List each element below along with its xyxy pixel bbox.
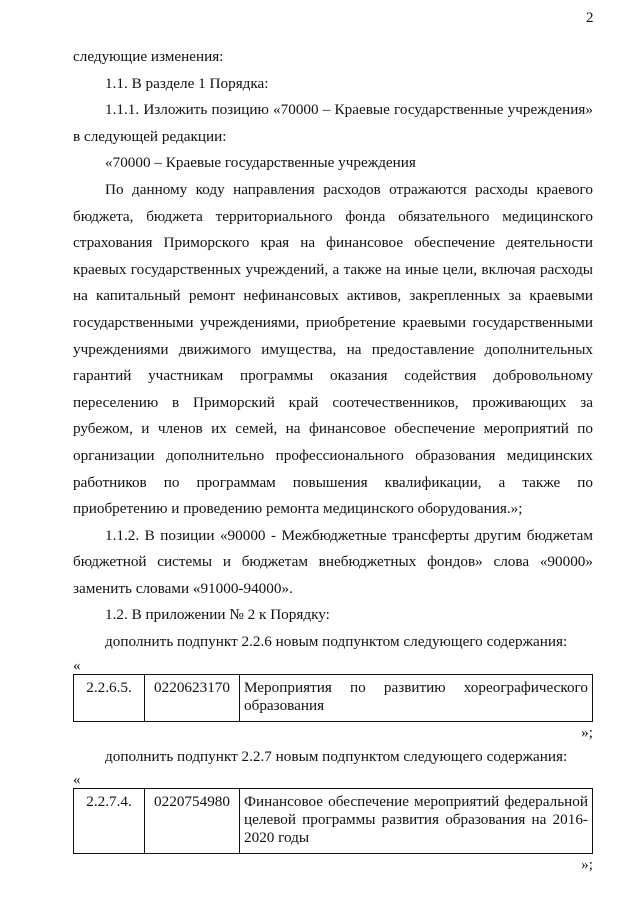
document-body bbox=[73, 44, 593, 876]
table-cell-code: 0220754980 bbox=[145, 789, 240, 854]
quote-close-1: »; bbox=[581, 723, 593, 741]
code-table-2-2-7 bbox=[73, 788, 593, 854]
paragraph-section-1-1: 1.1. В разделе 1 Порядка: bbox=[105, 74, 269, 92]
paragraph-intro: следующие изменения: bbox=[73, 48, 224, 65]
paragraph-add-2-2-7: дополнить подпункт 2.2.7 новым подпунктом следующего содержания: bbox=[105, 747, 568, 765]
paragraph-code-70000-heading: «70000 – Краевые государственные учреждения bbox=[105, 154, 416, 172]
table-cell-number: 2.2.7.4. bbox=[74, 789, 145, 854]
table-cell-code: 0220623170 bbox=[145, 674, 240, 721]
quote-close-2: »; bbox=[581, 856, 593, 874]
paragraph-add-2-2-6: дополнить подпункт 2.2.6 новым подпунктом следующего содержания: bbox=[105, 633, 568, 651]
paragraph-section-1-1-2: 1.1.2. В позиции «90000 - Межбюджетные трансферты другим бюджетам бюджетной системы и бюджетам внебюджетных фондов» слова «90000» заменить словами «91000-94000». bbox=[73, 526, 593, 597]
page-number: 2 bbox=[586, 10, 594, 26]
table-cell-name: Финансовое обеспечение мероприятий федеральной целевой программы развития образования на 2016-2020 годы bbox=[240, 789, 593, 854]
paragraph-section-1-2: 1.2. В приложении № 2 к Порядку: bbox=[105, 606, 330, 624]
table-row bbox=[74, 789, 593, 854]
quote-open-2: « bbox=[73, 771, 81, 789]
code-table-2-2-6 bbox=[73, 674, 593, 722]
table-cell-number: 2.2.6.5. bbox=[74, 674, 145, 721]
paragraph-code-70000-description: По данному коду направления расходов отражаются расходы краевого бюджета, бюджета территориального фонда обязательного медицинского страхования Приморского края на финансовое обеспечение деятельности краевых государственных учреждений, а также на иные цели, включая расходы на капитальный ремонт нефинансовых активов, закрепленных за краевыми государственными учреждениями, приобретение краевыми государственными учреждениями движимого имущества, на предоставление дополнительных гарантий участникам программы оказания содействия добровольному переселению в Приморский край соотечественников, проживающих за рубежом, и членов их семей, на финансовое обеспечение мероприятий по организации дополнительно профессионального образования медицинских работников по программам повышения квалификации, а также по приобретению и проведению ремонта медицинского оборудования.»; bbox=[73, 180, 593, 518]
quote-open-1: « bbox=[73, 656, 81, 674]
table-row bbox=[74, 674, 593, 721]
paragraph-section-1-1-1: 1.1.1. Изложить позицию «70000 – Краевые государственные учреждения» в следующей редакции: bbox=[73, 101, 593, 145]
table-cell-name: Мероприятия по развитию хореографического образования bbox=[240, 674, 593, 721]
